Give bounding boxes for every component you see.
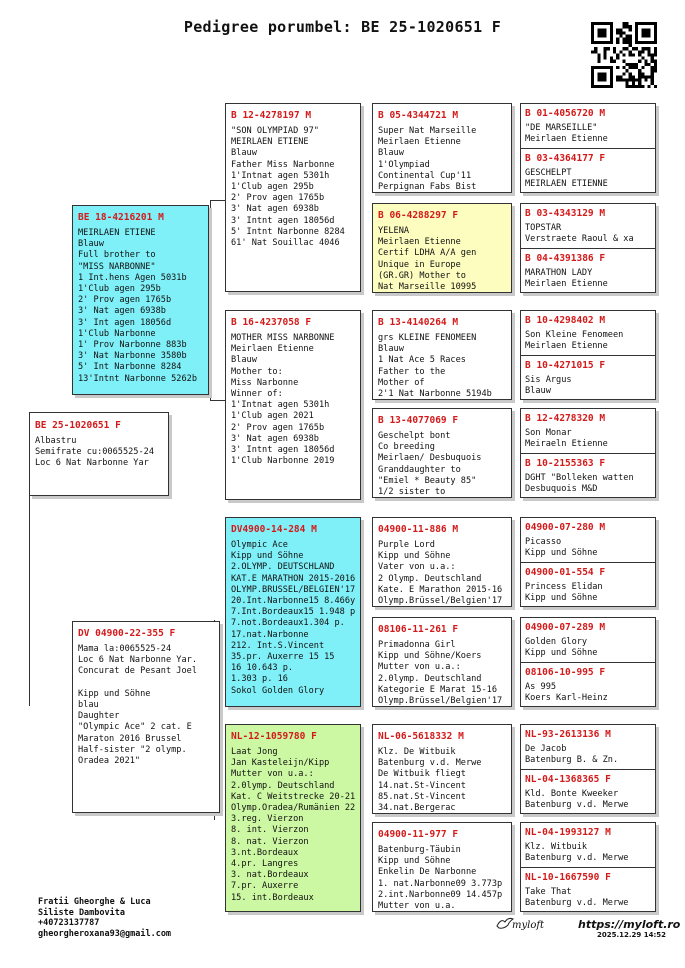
ring-number: NL-04-1993127 M <box>525 827 611 838</box>
divider <box>521 662 655 663</box>
pedigree-line: Primadonna Girl <box>378 640 456 650</box>
pedigree-line: Mutter von u.a. <box>378 901 456 912</box>
pedigree-line: blau <box>78 700 99 711</box>
pedigree-line: 2.0lymp. Deutschland <box>231 780 335 791</box>
ring-number: B 13-4140264 M <box>378 317 459 328</box>
ancestor-pair-card[interactable] <box>520 408 656 498</box>
pedigree-line: KAT.E MARATHON 2015-2016 <box>231 573 356 584</box>
pedigree-line: 3' Nat Narbonne 3580b <box>78 351 187 362</box>
pedigree-line: 1'Club agen 2021 <box>231 411 314 422</box>
female-ancestor[interactable] <box>521 356 655 400</box>
pedigree-line: Super Nat Marseille <box>378 126 477 136</box>
pedigree-line: Meirlaen Etienne <box>378 237 461 248</box>
ring-number: B 04-4391386 F <box>525 253 606 264</box>
pedigree-line: Meirlaen/ Desbuquois <box>378 453 482 464</box>
pedigree-line: Son Monar <box>525 428 572 438</box>
pedigree-line: Kipp und Söhne <box>378 856 451 867</box>
ring-number: 08106-11-261 F <box>378 624 459 635</box>
pedigree-line: Picasso <box>525 537 562 547</box>
sire-dam-sire-card[interactable] <box>372 310 512 400</box>
pedigree-line: Mutter von u.a.: <box>231 769 314 780</box>
ring-number: NL-06-5618332 M <box>378 731 464 742</box>
ring-number: NL-04-1368365 F <box>525 774 611 785</box>
pedigree-line: Mother to: <box>231 366 283 377</box>
pedigree-line: Son Kleine Fenomeen <box>525 330 624 340</box>
divider <box>521 562 655 563</box>
pedigree-line: Certif LDHA A/A gen <box>378 248 477 259</box>
female-ancestor[interactable] <box>521 563 655 607</box>
pedigree-line: Daughter <box>78 711 120 722</box>
pedigree-line: Klz. Witbuik <box>525 842 588 852</box>
pedigree-line: Batenburg v.d. Merwe <box>525 898 629 909</box>
pedigree-line: Batenburg v.d. Merwe <box>525 853 629 864</box>
pedigree-line: 20.Int.Narbonne15 8.466y <box>231 596 356 607</box>
pedigree-line: 8. int. Vierzon <box>231 825 309 836</box>
ring-number: B 03-4343129 M <box>525 208 606 219</box>
pedigree-line: 1. nat.Narbonne09 3.773p <box>378 878 503 889</box>
female-ancestor[interactable] <box>521 663 655 707</box>
pedigree-line: 5' Int Narbonne 8284 <box>78 362 182 373</box>
ring-number: B 10-2155363 F <box>525 458 606 469</box>
ring-number: 04900-11-977 F <box>378 829 459 840</box>
pedigree-line: 5' Intnt Narbonne 8284 <box>231 226 345 237</box>
pedigree-line: TOPSTAR <box>525 223 562 233</box>
pedigree-line: 7.pr. Auxerre <box>231 881 299 892</box>
pedigree-line: DGHT "Bolleken watten <box>525 473 634 483</box>
print-timestamp: 2025.12.29 14:52 <box>597 931 667 939</box>
pedigree-line: 14.nat.St-Vincent <box>378 780 466 791</box>
divider <box>521 867 655 868</box>
pedigree-line: Kld. Bonte Kweeker <box>525 789 619 799</box>
pedigree-line: MEIRLAEN ETIENNE <box>525 179 608 190</box>
pedigree-line: 3.nt.Bordeaux <box>231 847 299 858</box>
pedigree-line: Mother of <box>378 377 425 388</box>
ring-number: B 05-4344721 M <box>378 110 459 121</box>
pedigree-line: 16 10.643 p. <box>231 663 294 674</box>
sire-sire-sire-card[interactable] <box>372 103 512 193</box>
pedigree-line: 7.not.Bordeaux1.304 p. <box>231 618 345 629</box>
brand-logo: myloft <box>512 920 545 931</box>
pedigree-line: 3' Nat agen 6938b <box>231 204 319 215</box>
pedigree-line: 3' Nat agen 6938b <box>78 306 166 317</box>
pedigree-line: Laat Jong <box>231 747 278 757</box>
pedigree-line: Maraton 2016 Brussel <box>78 733 182 744</box>
pedigree-line: De Witbuik fliegt <box>378 769 466 780</box>
pedigree-line: Kipp und Söhne <box>378 551 451 562</box>
pedigree-line: Kipp und Söhne/Koers <box>378 651 482 662</box>
pedigree-line: Take That <box>525 887 572 897</box>
pedigree-line: Kategorie E Marat 15-16 <box>378 684 497 695</box>
ring-number: BE 18-4216201 M <box>78 212 164 223</box>
divider <box>521 769 655 770</box>
pedigree-line: Meirlaen Etienne <box>525 279 608 290</box>
connector-line <box>210 200 225 201</box>
dam-dam-sire-card[interactable] <box>372 724 512 814</box>
pedigree-line: 3' Intnt agen 18056d <box>231 215 335 226</box>
male-ancestor[interactable] <box>521 409 655 454</box>
female-ancestor[interactable] <box>521 454 655 498</box>
pedigree-line: Golden Glory <box>525 637 588 647</box>
ring-number: B 10-4298402 M <box>525 315 606 326</box>
ring-number: NL-10-1667590 F <box>525 872 611 883</box>
male-ancestor[interactable] <box>521 104 655 149</box>
ancestor-pair-card[interactable] <box>520 724 656 814</box>
pedigree-line: Olymp.Brüssel/Belgien'17 <box>378 596 503 607</box>
pedigree-line: 7.Int.Bordeaux15 1.948 p <box>231 607 356 618</box>
pedigree-line: "Olympic Ace" 2 cat. E <box>78 722 192 733</box>
ring-number: 04900-11-886 M <box>378 524 459 535</box>
pedigree-line: Kat. C Weitstrecke 20-21 <box>231 791 356 802</box>
sire-dam-card[interactable] <box>225 310 361 500</box>
ring-number: 04900-07-280 M <box>525 522 606 533</box>
male-ancestor[interactable] <box>521 311 655 356</box>
pedigree-line: Kipp und Söhne <box>525 548 598 559</box>
pedigree-line: As 995 <box>525 682 557 692</box>
dam-dam-dam-card[interactable] <box>372 822 512 912</box>
pedigree-line: 2' Prov agen 1765b <box>231 422 325 433</box>
pedigree-line: 1'Olympiad <box>378 159 430 170</box>
pedigree-line: Meiraeln Etienne <box>525 439 608 450</box>
ancestor-pair-card[interactable] <box>520 310 656 400</box>
connector-line <box>210 200 211 400</box>
pedigree-line: Blauw <box>378 344 404 355</box>
sire-sire-dam-card[interactable] <box>372 203 512 293</box>
divider <box>521 453 655 454</box>
pedigree-line: Purple Lord <box>378 540 435 550</box>
pedigree-line: MARATHON LADY <box>525 268 593 278</box>
pedigree-line: 1 Nat Ace 5 Races <box>378 355 466 366</box>
pedigree-line: Batenburg B. & Zn. <box>525 755 619 766</box>
sire-sire-card[interactable] <box>225 103 361 292</box>
pedigree-line: Mama la:0065525-24 <box>78 644 172 654</box>
subject-card[interactable] <box>29 412 169 496</box>
ring-number: B 12-4278197 M <box>231 110 312 121</box>
pedigree-line: 3' Nat agen 6938b <box>231 433 319 444</box>
pedigree-line: Blauw <box>231 148 257 159</box>
pedigree-line: 34.nat.Bergerac <box>378 803 456 814</box>
pedigree-line: Vater von u.a.: <box>378 562 456 573</box>
pedigree-line: Perpignan Fabs Bist <box>378 182 477 193</box>
pedigree-line <box>78 678 219 689</box>
pedigree-line: Princess Elidan <box>525 582 603 592</box>
pedigree-line: 212. Int.S.Vincent <box>231 640 325 651</box>
pedigree-line: Loc 6 Nat Narbonne Yar. <box>78 655 197 666</box>
ring-number: 04900-07-289 M <box>525 622 606 633</box>
breeder-info <box>38 897 171 939</box>
dam-card[interactable] <box>72 621 220 813</box>
pedigree-line: 1'Intnat agen 5301h <box>231 170 330 181</box>
ancestor-pair-card[interactable] <box>520 103 656 193</box>
pedigree-line: De Jacob <box>525 744 567 754</box>
ring-number: BE 25-1020651 F <box>35 420 121 431</box>
page-title: Pedigree porumbel: BE 25-1020651 F <box>183 18 502 36</box>
pedigree-line: Batenburg v.d. Merwe <box>378 758 482 769</box>
ring-number: 04900-01-554 F <box>525 567 606 578</box>
pedigree-line: Semifrate cu:0065525-24 <box>35 447 154 458</box>
ring-number: NL-12-1059780 F <box>231 731 317 742</box>
pedigree-line: OLYMP.BRUSSEL/BELGIEN'17 <box>231 584 356 595</box>
pedigree-line: Nat Marseille 10995 <box>378 282 477 293</box>
connector-line <box>210 400 225 401</box>
pedigree-line: Loc 6 Nat Narbonne Yar <box>35 458 149 469</box>
ring-number: B 13-4077069 F <box>378 415 459 426</box>
dam-sire-dam-card[interactable] <box>372 617 512 707</box>
ancestor-pair-card[interactable] <box>520 617 656 707</box>
breeder-name: Fratii Gheorghe & Luca <box>38 897 151 907</box>
pedigree-line: Oradea 2021" <box>78 756 141 767</box>
pedigree-line: Winner of: <box>231 389 283 400</box>
ring-number: 08106-10-995 F <box>525 667 606 678</box>
pedigree-line: 61' Nat Souillac 4046 <box>231 238 340 249</box>
divider <box>521 248 655 249</box>
pedigree-line: 2.OLYMP. DEUTSCHLAND <box>231 562 335 573</box>
pedigree-line: 1.303 p. 16 <box>231 674 288 685</box>
pedigree-line: Blauw <box>378 148 404 159</box>
pedigree-line: MOTHER MISS NARBONNE <box>231 333 335 343</box>
pedigree-line: 1 Int.hens Agen 5031b <box>78 272 187 283</box>
pedigree-line: Kate. E Marathon 2015-16 <box>378 584 503 595</box>
pedigree-line: 1'Club agen 295b <box>78 284 161 295</box>
ancestor-pair-card[interactable] <box>520 517 656 607</box>
pedigree-line: Blauw <box>78 239 104 250</box>
pedigree-line: Klz. De Witbuik <box>378 747 456 757</box>
pedigree-line: Batenburg v.d. Merwe <box>525 800 629 811</box>
pedigree-line: 15. int.Bordeaux <box>231 892 314 903</box>
pedigree-line: Verstraete Raoul & xa <box>525 234 634 245</box>
pedigree-line: 1'Club agen 295b <box>231 182 314 193</box>
pedigree-line: 35.pr. Auxerre 15 15 <box>231 652 335 663</box>
pedigree-line: 4.pr. Langres <box>231 859 299 870</box>
pedigree-line: Olymp.Brüssel/Belgien'17 <box>378 696 503 707</box>
divider <box>521 355 655 356</box>
pedigree-line: Blauw <box>231 355 257 366</box>
pedigree-line: Mutter von u.a.: <box>378 662 461 673</box>
pedigree-line: 3.reg. Vierzon <box>231 814 304 825</box>
pedigree-line: Meirlaen Etienne <box>525 341 608 352</box>
pedigree-line: Geschelpt bont <box>378 431 451 441</box>
pedigree-line: "MISS NARBONNE" <box>78 261 156 272</box>
pedigree-line: "DE MARSEILLE" <box>525 123 598 133</box>
ancestor-pair-card[interactable] <box>520 203 656 293</box>
pedigree-line: Jan Kasteleijn/Kipp <box>231 758 330 769</box>
pedigree-line: 2.0lymp. Deutschland <box>378 673 482 684</box>
ring-number: NL-93-2613136 M <box>525 729 611 740</box>
pedigree-line: 13'Intnt Narbonne 5262b <box>78 373 197 384</box>
pedigree-line: (GR.GR) Mother to <box>378 270 466 281</box>
pedigree-line: Sis Argus <box>525 375 572 385</box>
pedigree-line: Unique in Europe <box>378 259 461 270</box>
pedigree-line: Continental Cup'11 <box>378 170 472 181</box>
pedigree-line: 2' Prov agen 1765b <box>231 193 325 204</box>
pedigree-line: grs KLEINE FENOMEEN <box>378 333 477 343</box>
pedigree-line: Kipp und Söhne <box>525 593 598 604</box>
pedigree-line: 17.nat.Narbonne <box>231 629 309 640</box>
pedigree-line: 3' Intnt agen 18056d <box>231 445 335 456</box>
male-ancestor[interactable] <box>521 204 655 249</box>
male-ancestor[interactable] <box>521 823 655 868</box>
male-ancestor[interactable] <box>521 518 655 563</box>
pedigree-line: "SON OLYMPIAD 97" <box>231 126 319 136</box>
pedigree-line: 3. nat.Bordeaux <box>231 870 309 881</box>
divider <box>521 148 655 149</box>
pedigree-line: Desbuquois M&D <box>525 484 598 495</box>
pedigree-line: Kipp und Söhne <box>78 688 151 699</box>
pedigree-line: 1' Prov Narbonne 883b <box>78 340 187 351</box>
ring-number: B 12-4278320 M <box>525 413 606 424</box>
pedigree-line: Half-sister "2 olymp. <box>78 744 187 755</box>
pedigree-line: 1'Club Narbonne <box>78 328 156 339</box>
qr-code-icon <box>591 22 657 88</box>
pedigree-line: Olympic Ace <box>231 540 288 550</box>
pedigree-line: MEIRLAEN ETIENE <box>231 137 309 148</box>
pedigree-line: Blauw <box>525 386 551 397</box>
ring-number: DV4900-14-284 M <box>231 524 317 535</box>
pedigree-line: Enkelin De Narbonne <box>378 867 477 878</box>
pedigree-line: Albastru <box>35 436 77 446</box>
dam-sire-sire-card[interactable] <box>372 517 512 607</box>
pedigree-line: 2' Prov agen 1765b <box>78 295 172 306</box>
pedigree-line: Kipp und Söhne <box>231 551 304 562</box>
ring-number: B 10-4271015 F <box>525 360 606 371</box>
pedigree-line: Batenburg-Täubin <box>378 845 461 855</box>
female-ancestor[interactable] <box>521 868 655 912</box>
pedigree-line: 8. nat. Vierzon <box>231 836 309 847</box>
pedigree-line: Father Miss Narbonne <box>231 159 335 170</box>
pedigree-line: 2'1 Nat Narbonne 5194b <box>378 389 492 400</box>
pedigree-line: Father to the <box>378 366 446 377</box>
pedigree-line: Olymp.Oradea/Rumänien 22 <box>231 803 356 814</box>
pedigree-line: 1'Club Narbonne 2019 <box>231 456 335 467</box>
sire-card[interactable] <box>72 205 209 395</box>
ring-number: B 03-4364177 F <box>525 153 606 164</box>
ring-number: DV 04900-22-355 F <box>78 628 176 639</box>
breeder-location: Siliste Dambovita <box>38 907 125 918</box>
breeder-email[interactable]: gheorgheroxana93@gmail.com <box>38 928 172 939</box>
pedigree-line: Kipp und Söhne <box>525 648 598 659</box>
pedigree-line: 1'Intnat agen 5301h <box>231 400 330 411</box>
pedigree-line: 85.nat.St-Vincent <box>378 791 466 802</box>
female-ancestor[interactable] <box>521 149 655 193</box>
pedigree-line: Full brother to <box>78 250 156 261</box>
breeder-phone: +40723137787 <box>38 918 100 928</box>
pedigree-line: 1/2 sister to <box>378 487 446 498</box>
ring-number: B 06-4288297 F <box>378 210 459 221</box>
ancestor-pair-card[interactable] <box>520 822 656 912</box>
pedigree-line: Concurat de Pesant Joel <box>78 666 197 677</box>
pedigree-line: Miss Narbonne <box>231 377 299 388</box>
pedigree-line: MEIRLAEN ETIENE <box>78 228 156 238</box>
pedigree-line: 2 Olymp. Deutschland <box>378 573 482 584</box>
dam-dam-card[interactable] <box>225 724 361 912</box>
ring-number: B 01-4056720 M <box>525 108 606 119</box>
male-ancestor[interactable] <box>521 618 655 663</box>
pedigree-line: 2.int.Narbonne09 14.457p <box>378 889 503 900</box>
connector-line <box>29 496 30 706</box>
dam-sire-card[interactable] <box>225 517 361 707</box>
pedigree-line: Granddaughter to <box>378 464 461 475</box>
pedigree-line: GESCHELPT <box>525 168 572 178</box>
pedigree-line: "Emiel * Beauty 85" <box>378 475 477 486</box>
ring-number: B 16-4237058 F <box>231 317 312 328</box>
pedigree-line: Meirlaen Etienne <box>525 134 608 145</box>
pedigree-line: Meirlaen Etienne <box>231 344 314 355</box>
male-ancestor[interactable] <box>521 725 655 770</box>
brand-url[interactable]: https://myloft.ro <box>578 918 681 931</box>
pedigree-line: Meirlaen Etienne <box>378 137 461 148</box>
female-ancestor[interactable] <box>521 770 655 814</box>
female-ancestor[interactable] <box>521 249 655 293</box>
pedigree-line: Co breeding <box>378 442 435 453</box>
sire-dam-dam-card[interactable] <box>372 408 512 498</box>
pedigree-line: YELENA <box>378 226 410 236</box>
pedigree-line: Sokol Golden Glory <box>231 685 325 696</box>
pedigree-line: 3' Int agen 18056d <box>78 317 172 328</box>
pedigree-line: Koers Karl-Heinz <box>525 693 608 704</box>
